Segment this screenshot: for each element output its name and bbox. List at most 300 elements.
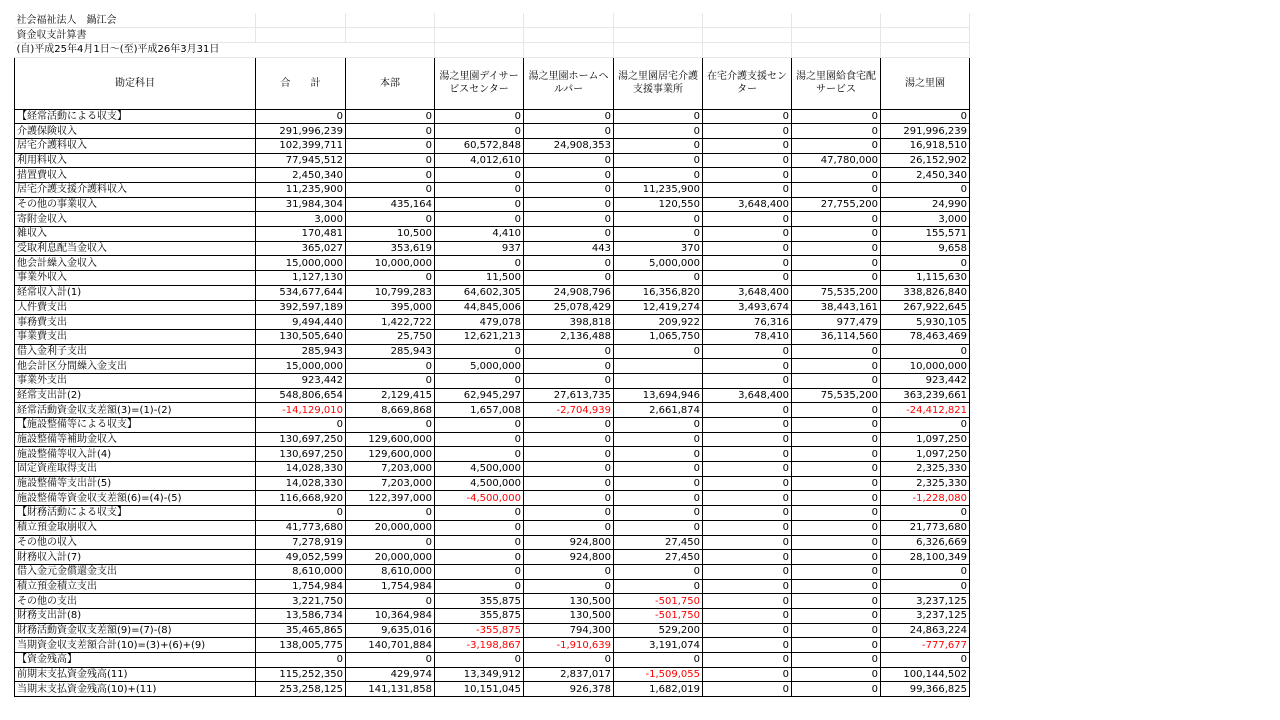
amount-cell[interactable]: 285,943 bbox=[256, 344, 346, 359]
column-header-home-helper[interactable]: 湯之里園ホームヘルパー bbox=[524, 57, 614, 109]
amount-cell[interactable]: 0 bbox=[614, 153, 703, 168]
amount-cell[interactable]: 10,799,283 bbox=[346, 285, 435, 300]
amount-cell[interactable]: 479,078 bbox=[435, 315, 524, 330]
amount-cell[interactable]: 0 bbox=[524, 653, 614, 668]
amount-cell[interactable]: 0 bbox=[435, 124, 524, 139]
amount-cell[interactable]: 130,697,250 bbox=[256, 432, 346, 447]
amount-cell[interactable]: 0 bbox=[703, 682, 792, 697]
amount-cell[interactable]: 20,000,000 bbox=[346, 550, 435, 565]
amount-cell[interactable]: 170,481 bbox=[256, 227, 346, 242]
amount-cell[interactable]: 0 bbox=[435, 183, 524, 198]
org-name-cell[interactable]: 社会福祉法人 鍋江会 bbox=[15, 13, 256, 28]
amount-cell[interactable]: 7,278,919 bbox=[256, 535, 346, 550]
amount-cell[interactable]: 0 bbox=[792, 594, 881, 609]
amount-cell[interactable]: 0 bbox=[792, 241, 881, 256]
account-label-cell[interactable]: 他会計繰入金収入 bbox=[15, 256, 256, 271]
amount-cell[interactable]: 0 bbox=[435, 447, 524, 462]
account-label-cell[interactable]: 施設整備等資金収支差額(6)=(4)-(5) bbox=[15, 491, 256, 506]
amount-cell[interactable]: 3,237,125 bbox=[881, 608, 970, 623]
amount-cell[interactable]: 0 bbox=[703, 138, 792, 153]
amount-cell[interactable]: 115,252,350 bbox=[256, 667, 346, 682]
amount-cell[interactable]: 0 bbox=[703, 520, 792, 535]
amount-cell[interactable]: 529,200 bbox=[614, 623, 703, 638]
amount-cell[interactable]: 0 bbox=[614, 447, 703, 462]
amount-cell[interactable]: 0 bbox=[346, 271, 435, 286]
amount-cell[interactable]: 0 bbox=[614, 227, 703, 242]
amount-cell[interactable]: 2,136,488 bbox=[524, 329, 614, 344]
column-header-headquarters[interactable]: 本部 bbox=[346, 57, 435, 109]
amount-cell[interactable]: 3,648,400 bbox=[703, 285, 792, 300]
amount-cell[interactable]: 0 bbox=[524, 271, 614, 286]
amount-cell[interactable]: 78,410 bbox=[703, 329, 792, 344]
amount-cell[interactable]: 0 bbox=[792, 462, 881, 477]
amount-cell[interactable]: 16,356,820 bbox=[614, 285, 703, 300]
amount-cell[interactable] bbox=[614, 373, 703, 388]
amount-cell[interactable]: 0 bbox=[346, 109, 435, 124]
account-label-cell[interactable]: 前期末支払資金残高(11) bbox=[15, 667, 256, 682]
amount-cell[interactable]: 0 bbox=[256, 653, 346, 668]
amount-cell[interactable]: 1,422,722 bbox=[346, 315, 435, 330]
amount-cell[interactable]: 0 bbox=[792, 183, 881, 198]
amount-cell[interactable]: -24,412,821 bbox=[881, 403, 970, 418]
amount-cell[interactable]: 0 bbox=[792, 124, 881, 139]
amount-cell[interactable]: 64,602,305 bbox=[435, 285, 524, 300]
amount-cell[interactable]: 395,000 bbox=[346, 300, 435, 315]
amount-cell[interactable]: 0 bbox=[435, 506, 524, 521]
amount-cell[interactable]: 14,028,330 bbox=[256, 476, 346, 491]
account-label-cell[interactable]: 財務収入計(7) bbox=[15, 550, 256, 565]
amount-cell[interactable]: 16,918,510 bbox=[881, 138, 970, 153]
amount-cell[interactable]: 0 bbox=[881, 564, 970, 579]
amount-cell[interactable]: 11,235,900 bbox=[614, 183, 703, 198]
period-cell[interactable]: (自)平成25年4月1日～(至)平成26年3月31日 bbox=[15, 42, 435, 57]
amount-cell[interactable]: 0 bbox=[703, 124, 792, 139]
amount-cell[interactable]: 0 bbox=[435, 579, 524, 594]
amount-cell[interactable]: 0 bbox=[524, 462, 614, 477]
amount-cell[interactable]: 10,364,984 bbox=[346, 608, 435, 623]
amount-cell[interactable]: 0 bbox=[614, 271, 703, 286]
amount-cell[interactable]: 0 bbox=[346, 124, 435, 139]
account-label-cell[interactable]: 介護保険収入 bbox=[15, 124, 256, 139]
amount-cell[interactable]: 99,366,825 bbox=[881, 682, 970, 697]
amount-cell[interactable]: 0 bbox=[792, 491, 881, 506]
amount-cell[interactable]: -14,129,010 bbox=[256, 403, 346, 418]
amount-cell[interactable]: 0 bbox=[881, 653, 970, 668]
amount-cell[interactable]: 2,661,874 bbox=[614, 403, 703, 418]
amount-cell[interactable]: 0 bbox=[703, 403, 792, 418]
amount-cell[interactable]: 0 bbox=[346, 535, 435, 550]
amount-cell[interactable]: 0 bbox=[524, 579, 614, 594]
amount-cell[interactable]: 130,500 bbox=[524, 594, 614, 609]
amount-cell[interactable]: 0 bbox=[256, 109, 346, 124]
amount-cell[interactable]: 0 bbox=[703, 491, 792, 506]
amount-cell[interactable]: 0 bbox=[703, 564, 792, 579]
amount-cell[interactable]: 3,648,400 bbox=[703, 388, 792, 403]
account-label-cell[interactable]: 当期資金収支差額合計(10)=(3)+(6)+(9) bbox=[15, 638, 256, 653]
amount-cell[interactable]: 10,151,045 bbox=[435, 682, 524, 697]
amount-cell[interactable]: 0 bbox=[435, 535, 524, 550]
amount-cell[interactable]: 24,863,224 bbox=[881, 623, 970, 638]
amount-cell[interactable]: 0 bbox=[792, 520, 881, 535]
amount-cell[interactable]: 0 bbox=[524, 491, 614, 506]
amount-cell[interactable]: 155,571 bbox=[881, 227, 970, 242]
amount-cell[interactable]: 0 bbox=[703, 109, 792, 124]
amount-cell[interactable]: 435,164 bbox=[346, 197, 435, 212]
amount-cell[interactable]: 129,600,000 bbox=[346, 447, 435, 462]
amount-cell[interactable]: 1,754,984 bbox=[346, 579, 435, 594]
account-label-cell[interactable]: 経常支出計(2) bbox=[15, 388, 256, 403]
account-label-cell[interactable]: その他の収入 bbox=[15, 535, 256, 550]
amount-cell[interactable]: 0 bbox=[792, 109, 881, 124]
amount-cell[interactable]: -501,750 bbox=[614, 608, 703, 623]
amount-cell[interactable]: 0 bbox=[524, 227, 614, 242]
amount-cell[interactable]: 0 bbox=[792, 447, 881, 462]
amount-cell[interactable]: 253,258,125 bbox=[256, 682, 346, 697]
amount-cell[interactable]: 926,378 bbox=[524, 682, 614, 697]
amount-cell[interactable]: 0 bbox=[256, 506, 346, 521]
amount-cell[interactable]: 26,152,902 bbox=[881, 153, 970, 168]
amount-cell[interactable]: 75,535,200 bbox=[792, 285, 881, 300]
amount-cell[interactable]: -1,910,639 bbox=[524, 638, 614, 653]
amount-cell[interactable]: 4,500,000 bbox=[435, 462, 524, 477]
amount-cell[interactable]: 0 bbox=[435, 256, 524, 271]
account-label-cell[interactable]: 積立預金積立支出 bbox=[15, 579, 256, 594]
amount-cell[interactable]: 5,000,000 bbox=[435, 359, 524, 374]
amount-cell[interactable]: 2,450,340 bbox=[881, 168, 970, 183]
amount-cell[interactable]: 0 bbox=[792, 359, 881, 374]
account-label-cell[interactable]: 経常収入計(1) bbox=[15, 285, 256, 300]
amount-cell[interactable]: 0 bbox=[524, 109, 614, 124]
amount-cell[interactable]: 3,000 bbox=[881, 212, 970, 227]
amount-cell[interactable]: 0 bbox=[792, 212, 881, 227]
amount-cell[interactable]: 0 bbox=[614, 109, 703, 124]
amount-cell[interactable]: 24,990 bbox=[881, 197, 970, 212]
amount-cell[interactable]: 0 bbox=[346, 359, 435, 374]
amount-cell[interactable]: 0 bbox=[792, 608, 881, 623]
amount-cell[interactable]: -501,750 bbox=[614, 594, 703, 609]
amount-cell[interactable]: 0 bbox=[792, 138, 881, 153]
amount-cell[interactable]: 10,000,000 bbox=[881, 359, 970, 374]
amount-cell[interactable]: 0 bbox=[792, 256, 881, 271]
amount-cell[interactable]: 0 bbox=[881, 579, 970, 594]
amount-cell[interactable]: 0 bbox=[435, 653, 524, 668]
amount-cell[interactable]: 1,657,008 bbox=[435, 403, 524, 418]
account-label-cell[interactable]: 当期末支払資金残高(10)+(11) bbox=[15, 682, 256, 697]
amount-cell[interactable]: 2,450,340 bbox=[256, 168, 346, 183]
amount-cell[interactable]: 7,203,000 bbox=[346, 462, 435, 477]
amount-cell[interactable]: 3,191,074 bbox=[614, 638, 703, 653]
account-label-cell[interactable]: 財務支出計(8) bbox=[15, 608, 256, 623]
amount-cell[interactable]: 0 bbox=[524, 124, 614, 139]
amount-cell[interactable]: 7,203,000 bbox=[346, 476, 435, 491]
amount-cell[interactable]: 0 bbox=[524, 520, 614, 535]
amount-cell[interactable]: 0 bbox=[792, 579, 881, 594]
amount-cell[interactable]: 0 bbox=[792, 271, 881, 286]
amount-cell[interactable]: 0 bbox=[703, 506, 792, 521]
amount-cell[interactable]: 0 bbox=[256, 418, 346, 433]
amount-cell[interactable]: 0 bbox=[524, 447, 614, 462]
amount-cell[interactable]: 0 bbox=[614, 168, 703, 183]
amount-cell[interactable]: 0 bbox=[703, 476, 792, 491]
amount-cell[interactable]: 129,600,000 bbox=[346, 432, 435, 447]
amount-cell[interactable]: 0 bbox=[703, 153, 792, 168]
amount-cell[interactable]: 24,908,796 bbox=[524, 285, 614, 300]
amount-cell[interactable]: 0 bbox=[703, 462, 792, 477]
amount-cell[interactable]: 0 bbox=[614, 520, 703, 535]
account-label-cell[interactable]: 事業費支出 bbox=[15, 329, 256, 344]
amount-cell[interactable]: 0 bbox=[792, 403, 881, 418]
amount-cell[interactable]: 27,450 bbox=[614, 550, 703, 565]
column-header-yunosato-en[interactable]: 湯之里園 bbox=[881, 57, 970, 109]
amount-cell[interactable]: 9,658 bbox=[881, 241, 970, 256]
amount-cell[interactable]: 0 bbox=[346, 183, 435, 198]
account-label-cell[interactable]: 経常活動資金収支差額(3)=(1)-(2) bbox=[15, 403, 256, 418]
amount-cell[interactable]: 13,694,946 bbox=[614, 388, 703, 403]
amount-cell[interactable]: 548,806,654 bbox=[256, 388, 346, 403]
amount-cell[interactable]: 3,221,750 bbox=[256, 594, 346, 609]
amount-cell[interactable]: 4,012,610 bbox=[435, 153, 524, 168]
account-label-cell[interactable]: 事業外収入 bbox=[15, 271, 256, 286]
amount-cell[interactable]: 0 bbox=[703, 623, 792, 638]
amount-cell[interactable]: 5,000,000 bbox=[614, 256, 703, 271]
amount-cell[interactable]: 10,000,000 bbox=[346, 256, 435, 271]
amount-cell[interactable]: 3,000 bbox=[256, 212, 346, 227]
amount-cell[interactable]: 0 bbox=[881, 183, 970, 198]
account-label-cell[interactable]: 【施設整備等による収支】 bbox=[15, 418, 256, 433]
amount-cell[interactable]: 429,974 bbox=[346, 667, 435, 682]
amount-cell[interactable]: 0 bbox=[792, 682, 881, 697]
amount-cell[interactable]: 0 bbox=[524, 432, 614, 447]
amount-cell[interactable]: 31,984,304 bbox=[256, 197, 346, 212]
column-header-account[interactable]: 勘定科目 bbox=[15, 57, 256, 109]
amount-cell[interactable]: 0 bbox=[346, 168, 435, 183]
amount-cell[interactable]: 47,780,000 bbox=[792, 153, 881, 168]
amount-cell[interactable]: 60,572,848 bbox=[435, 138, 524, 153]
amount-cell[interactable]: 0 bbox=[703, 271, 792, 286]
column-header-total[interactable]: 合 計 bbox=[256, 57, 346, 109]
amount-cell[interactable]: 27,450 bbox=[614, 535, 703, 550]
column-header-meal-delivery[interactable]: 湯之里園給食宅配サービス bbox=[792, 57, 881, 109]
amount-cell[interactable]: 0 bbox=[792, 418, 881, 433]
amount-cell[interactable]: 0 bbox=[881, 506, 970, 521]
amount-cell[interactable]: 9,635,016 bbox=[346, 623, 435, 638]
amount-cell[interactable]: 0 bbox=[881, 109, 970, 124]
amount-cell[interactable]: 0 bbox=[346, 212, 435, 227]
amount-cell[interactable]: 0 bbox=[703, 638, 792, 653]
amount-cell[interactable]: 0 bbox=[792, 373, 881, 388]
amount-cell[interactable]: 1,097,250 bbox=[881, 447, 970, 462]
account-label-cell[interactable]: 人件費支出 bbox=[15, 300, 256, 315]
amount-cell[interactable]: 102,399,711 bbox=[256, 138, 346, 153]
amount-cell[interactable]: 11,235,900 bbox=[256, 183, 346, 198]
amount-cell[interactable]: 13,349,912 bbox=[435, 667, 524, 682]
amount-cell[interactable]: 924,800 bbox=[524, 535, 614, 550]
amount-cell[interactable]: -1,228,080 bbox=[881, 491, 970, 506]
amount-cell[interactable]: 76,316 bbox=[703, 315, 792, 330]
amount-cell[interactable]: 0 bbox=[703, 608, 792, 623]
amount-cell[interactable]: 0 bbox=[524, 183, 614, 198]
amount-cell[interactable]: 0 bbox=[703, 212, 792, 227]
amount-cell[interactable]: 120,550 bbox=[614, 197, 703, 212]
amount-cell[interactable]: 0 bbox=[614, 564, 703, 579]
amount-cell[interactable]: 0 bbox=[792, 623, 881, 638]
amount-cell[interactable]: 0 bbox=[703, 344, 792, 359]
amount-cell[interactable]: 0 bbox=[614, 124, 703, 139]
amount-cell[interactable]: 0 bbox=[614, 138, 703, 153]
account-label-cell[interactable]: 固定資産取得支出 bbox=[15, 462, 256, 477]
amount-cell[interactable]: -355,875 bbox=[435, 623, 524, 638]
amount-cell[interactable]: 0 bbox=[614, 506, 703, 521]
amount-cell[interactable]: 2,837,017 bbox=[524, 667, 614, 682]
amount-cell[interactable]: 0 bbox=[435, 197, 524, 212]
amount-cell[interactable]: 267,922,645 bbox=[881, 300, 970, 315]
amount-cell[interactable]: 291,996,239 bbox=[256, 124, 346, 139]
amount-cell[interactable]: 355,875 bbox=[435, 594, 524, 609]
amount-cell[interactable]: 0 bbox=[524, 344, 614, 359]
amount-cell[interactable]: -1,509,055 bbox=[614, 667, 703, 682]
amount-cell[interactable]: 49,052,599 bbox=[256, 550, 346, 565]
amount-cell[interactable]: 0 bbox=[614, 653, 703, 668]
amount-cell[interactable]: 0 bbox=[792, 432, 881, 447]
amount-cell[interactable]: 285,943 bbox=[346, 344, 435, 359]
account-label-cell[interactable]: 居宅介護支援介護料収入 bbox=[15, 183, 256, 198]
amount-cell[interactable]: 0 bbox=[435, 212, 524, 227]
amount-cell[interactable]: 6,326,669 bbox=[881, 535, 970, 550]
amount-cell[interactable]: 0 bbox=[703, 447, 792, 462]
amount-cell[interactable]: 365,027 bbox=[256, 241, 346, 256]
amount-cell[interactable]: 355,875 bbox=[435, 608, 524, 623]
amount-cell[interactable]: 21,773,680 bbox=[881, 520, 970, 535]
amount-cell[interactable]: 923,442 bbox=[256, 373, 346, 388]
amount-cell[interactable]: 0 bbox=[524, 212, 614, 227]
amount-cell[interactable]: 0 bbox=[614, 418, 703, 433]
account-label-cell[interactable]: 居宅介護料収入 bbox=[15, 138, 256, 153]
amount-cell[interactable]: 0 bbox=[792, 344, 881, 359]
account-label-cell[interactable]: 施設整備等補助金収入 bbox=[15, 432, 256, 447]
document-title-cell[interactable]: 資金収支計算書 bbox=[15, 28, 256, 43]
amount-cell[interactable]: 1,754,984 bbox=[256, 579, 346, 594]
amount-cell[interactable]: 10,500 bbox=[346, 227, 435, 242]
amount-cell[interactable]: 794,300 bbox=[524, 623, 614, 638]
amount-cell[interactable]: 36,114,560 bbox=[792, 329, 881, 344]
amount-cell[interactable]: 370 bbox=[614, 241, 703, 256]
amount-cell[interactable]: 3,648,400 bbox=[703, 197, 792, 212]
amount-cell[interactable]: 0 bbox=[524, 256, 614, 271]
amount-cell[interactable]: 924,800 bbox=[524, 550, 614, 565]
amount-cell[interactable]: 0 bbox=[435, 373, 524, 388]
amount-cell[interactable]: 0 bbox=[792, 653, 881, 668]
amount-cell[interactable]: 0 bbox=[524, 153, 614, 168]
amount-cell[interactable]: 0 bbox=[792, 667, 881, 682]
account-label-cell[interactable]: 借入金元金償還金支出 bbox=[15, 564, 256, 579]
amount-cell[interactable]: 1,682,019 bbox=[614, 682, 703, 697]
amount-cell[interactable]: 0 bbox=[792, 168, 881, 183]
amount-cell[interactable]: 0 bbox=[614, 579, 703, 594]
amount-cell[interactable]: 0 bbox=[614, 344, 703, 359]
amount-cell[interactable]: 0 bbox=[435, 168, 524, 183]
amount-cell[interactable]: 0 bbox=[703, 359, 792, 374]
amount-cell[interactable]: 0 bbox=[614, 491, 703, 506]
amount-cell[interactable]: 534,677,644 bbox=[256, 285, 346, 300]
amount-cell[interactable]: 0 bbox=[614, 212, 703, 227]
amount-cell[interactable]: 122,397,000 bbox=[346, 491, 435, 506]
account-label-cell[interactable]: 事業外支出 bbox=[15, 373, 256, 388]
amount-cell[interactable]: 0 bbox=[703, 241, 792, 256]
amount-cell[interactable]: 0 bbox=[435, 418, 524, 433]
amount-cell[interactable]: 0 bbox=[792, 550, 881, 565]
amount-cell[interactable]: 8,669,868 bbox=[346, 403, 435, 418]
amount-cell[interactable]: 0 bbox=[524, 506, 614, 521]
amount-cell[interactable]: 0 bbox=[524, 564, 614, 579]
amount-cell[interactable]: 3,237,125 bbox=[881, 594, 970, 609]
amount-cell[interactable]: 4,500,000 bbox=[435, 476, 524, 491]
amount-cell[interactable]: 15,000,000 bbox=[256, 359, 346, 374]
amount-cell[interactable]: 2,325,330 bbox=[881, 462, 970, 477]
amount-cell[interactable]: 28,100,349 bbox=[881, 550, 970, 565]
account-label-cell[interactable]: 借入金利子支出 bbox=[15, 344, 256, 359]
amount-cell[interactable]: 443 bbox=[524, 241, 614, 256]
amount-cell[interactable]: 25,750 bbox=[346, 329, 435, 344]
account-label-cell[interactable]: 【経常活動による収支】 bbox=[15, 109, 256, 124]
column-header-day-service[interactable]: 湯之里園デイサービスセンター bbox=[435, 57, 524, 109]
amount-cell[interactable]: 38,443,161 bbox=[792, 300, 881, 315]
amount-cell[interactable]: 20,000,000 bbox=[346, 520, 435, 535]
amount-cell[interactable]: -2,704,939 bbox=[524, 403, 614, 418]
amount-cell[interactable]: 140,701,884 bbox=[346, 638, 435, 653]
amount-cell[interactable]: 0 bbox=[703, 550, 792, 565]
amount-cell[interactable]: 12,621,213 bbox=[435, 329, 524, 344]
amount-cell[interactable]: 0 bbox=[703, 653, 792, 668]
account-label-cell[interactable]: 寄附金収入 bbox=[15, 212, 256, 227]
amount-cell[interactable]: 14,028,330 bbox=[256, 462, 346, 477]
amount-cell[interactable]: 0 bbox=[792, 227, 881, 242]
amount-cell[interactable] bbox=[614, 359, 703, 374]
amount-cell[interactable]: 0 bbox=[524, 168, 614, 183]
amount-cell[interactable]: 0 bbox=[614, 476, 703, 491]
amount-cell[interactable]: 138,005,775 bbox=[256, 638, 346, 653]
account-label-cell[interactable]: 措置費収入 bbox=[15, 168, 256, 183]
amount-cell[interactable]: -777,677 bbox=[881, 638, 970, 653]
amount-cell[interactable]: 0 bbox=[703, 667, 792, 682]
amount-cell[interactable]: 4,410 bbox=[435, 227, 524, 242]
amount-cell[interactable]: 0 bbox=[346, 506, 435, 521]
amount-cell[interactable]: 35,465,865 bbox=[256, 623, 346, 638]
amount-cell[interactable]: 209,922 bbox=[614, 315, 703, 330]
amount-cell[interactable]: 0 bbox=[346, 153, 435, 168]
account-label-cell[interactable]: 受取利息配当金収入 bbox=[15, 241, 256, 256]
amount-cell[interactable]: 363,239,661 bbox=[881, 388, 970, 403]
amount-cell[interactable]: 0 bbox=[524, 359, 614, 374]
amount-cell[interactable]: 0 bbox=[703, 183, 792, 198]
amount-cell[interactable]: 100,144,502 bbox=[881, 667, 970, 682]
amount-cell[interactable]: 8,610,000 bbox=[346, 564, 435, 579]
account-label-cell[interactable]: その他の事業収入 bbox=[15, 197, 256, 212]
amount-cell[interactable]: 3,493,674 bbox=[703, 300, 792, 315]
amount-cell[interactable]: 0 bbox=[614, 432, 703, 447]
account-label-cell[interactable]: 施設整備等支出計(5) bbox=[15, 476, 256, 491]
column-header-care-support-office[interactable]: 湯之里園居宅介護支援事業所 bbox=[614, 57, 703, 109]
amount-cell[interactable]: 1,065,750 bbox=[614, 329, 703, 344]
amount-cell[interactable]: 1,097,250 bbox=[881, 432, 970, 447]
amount-cell[interactable]: 1,115,630 bbox=[881, 271, 970, 286]
amount-cell[interactable]: 0 bbox=[346, 138, 435, 153]
amount-cell[interactable]: 5,930,105 bbox=[881, 315, 970, 330]
amount-cell[interactable]: 0 bbox=[346, 373, 435, 388]
amount-cell[interactable]: 116,668,920 bbox=[256, 491, 346, 506]
amount-cell[interactable]: 0 bbox=[524, 476, 614, 491]
amount-cell[interactable]: 2,129,415 bbox=[346, 388, 435, 403]
amount-cell[interactable]: 78,463,469 bbox=[881, 329, 970, 344]
